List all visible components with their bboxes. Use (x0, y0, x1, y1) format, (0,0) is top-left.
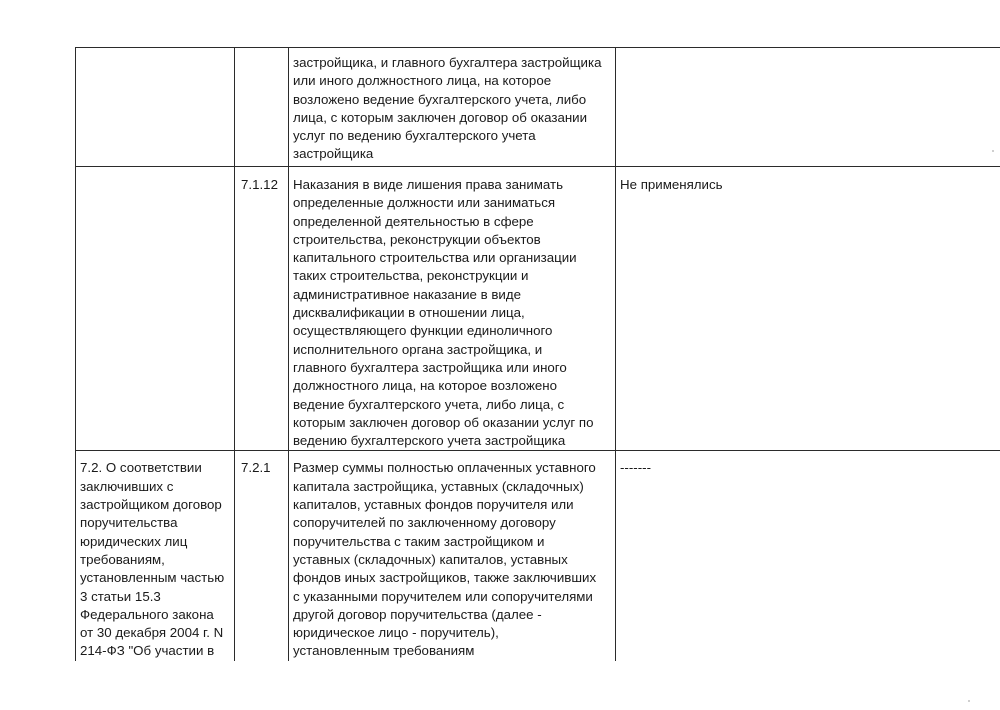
requirement-cell (289, 451, 616, 661)
requirement-cell (289, 48, 616, 167)
number-cell (235, 48, 289, 167)
number-cell (235, 451, 289, 661)
requirement-cell (289, 167, 616, 451)
item-number: 7.1.12 (241, 177, 278, 192)
scan-speck (968, 700, 970, 702)
section-cell (76, 167, 235, 451)
value-text: ------- (620, 460, 651, 476)
disclosure-table (75, 47, 1000, 661)
table-row (76, 451, 1000, 661)
value-cell (616, 451, 1000, 661)
value-cell (616, 167, 1000, 451)
requirement-text: застройщика, и главного бухгалтера застройщика или иного должностного лица, на которое возложено ведение бухгалтерского учета, либо лица, с которым заключен договор об оказании услуг по ведению бухгалтерского учета застройщика (293, 55, 602, 162)
item-number: 7.2.1 (241, 460, 271, 476)
table-row (76, 167, 1000, 451)
section-text: 7.2. О соответствии заключивших с застройщиком договор поручительства юридических лиц требованиям, установленным частью 3 статьи 15.3 Федерального закона от 30 декабря 2004 г. N 214-ФЗ "Об участии в (80, 460, 225, 659)
section-cell (76, 451, 235, 661)
scan-speck (992, 150, 994, 152)
number-cell (235, 167, 289, 451)
table-row (76, 48, 1000, 167)
requirement-text: Наказания в виде лишения права занимать определенные должности или заниматься определенной деятельностью в сфере строительства, реконструкции объектов капитального строительства или организации таких строительства, реконструкции и административное наказание в виде дисквалификации в отношении лица, осуществляющего функции единоличного исполнительного органа застройщика, и главного бухгалтера застройщика или иного должностного лица, на которое возложено ведение бухгалтерского учета, либо лица, с которым заключен договор об оказании услуг по ведению бухгалтерского учета застройщика (293, 177, 594, 449)
value-cell (616, 48, 1000, 167)
requirement-text: Размер суммы полностью оплаченных уставного капитала застройщика, уставных (складочных) капиталов, уставных фондов поручителя или сопоручителей по заключенному договору поручительства с таким застройщиком и уставных (складочных) капиталов, уставных фондов иных застройщиков, также заключивших с указанными поручителем или сопоручителями другой договор поручительства (далее - юридическое лицо - поручитель), установленным требованиям (293, 460, 597, 659)
section-cell (76, 48, 235, 167)
value-text: Не применялись (620, 177, 723, 192)
